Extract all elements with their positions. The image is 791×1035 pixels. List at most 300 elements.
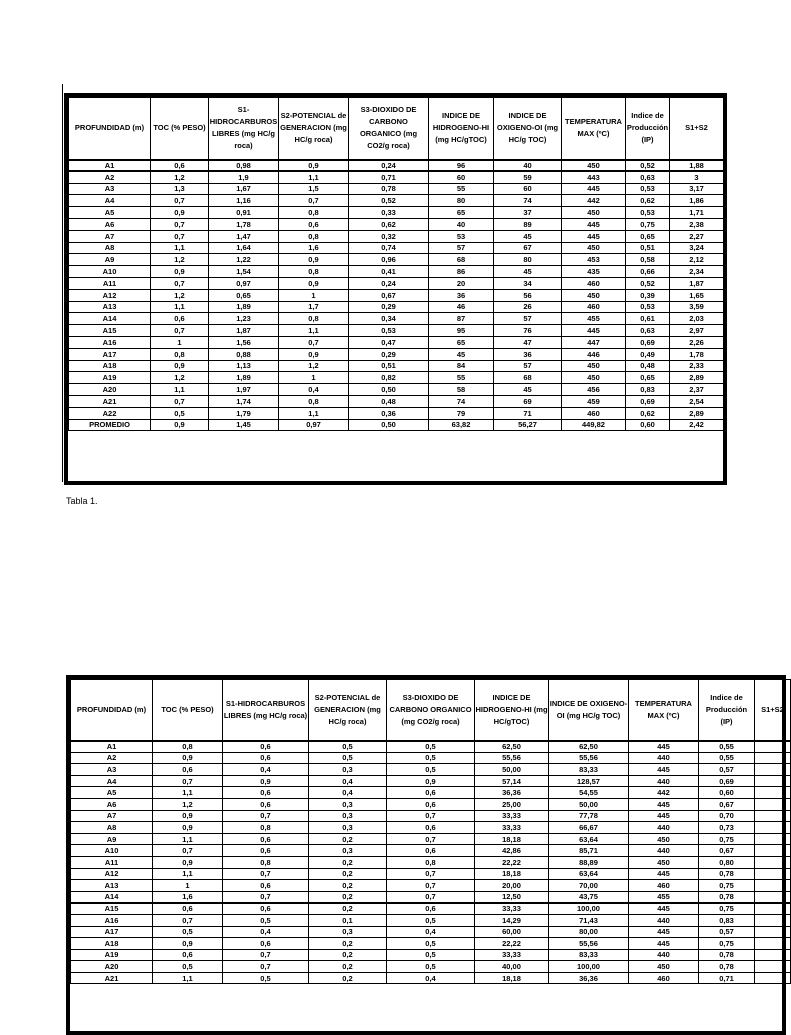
table-cell: 0,60 [626,419,670,431]
column-header: S1+S2 [670,98,724,160]
column-header: S2-POTENCIAL de GENERACION (mg HC/g roca) [309,680,387,741]
table-cell: A17 [69,348,151,360]
table-cell: 2,12 [670,254,724,266]
table-cell: 0,62 [626,407,670,419]
table-cell: 0,33 [349,207,429,219]
column-header: INDICE DE HIDROGENO-HI (mg HC/gTOC) [429,98,494,160]
table-cell: 1,2 [151,372,209,384]
table-cell: 0,29 [349,301,429,313]
table-cell: 33,33 [475,822,549,834]
table-cell: 0,4 [309,775,387,787]
table-cell: 56 [494,289,562,301]
table-cell: 1,88 [670,160,724,172]
table-cell: 36,36 [475,787,549,799]
table-cell: 0,73 [699,822,755,834]
table-cell: A7 [69,230,151,242]
table-cell: 0,82 [349,372,429,384]
table-cell: 47 [494,336,562,348]
table-cell: 440 [629,752,699,764]
table-cell: 18,18 [475,868,549,880]
table-cell: 1,1 [279,407,349,419]
table-cell: 65 [429,336,494,348]
column-header: S1+S2 [755,680,791,741]
table-cell: 0,57 [699,764,755,776]
table-cell: 0,9 [279,160,349,172]
table-cell: 0,6 [223,903,309,915]
table-cell: 59 [494,171,562,183]
table-cell: 0,7 [223,810,309,822]
table-cell: 3 [670,171,724,183]
table-cell: 0,52 [626,277,670,289]
table-cell: 0,6 [223,787,309,799]
table-cell: A8 [69,242,151,254]
table-cell: 0,47 [349,336,429,348]
table-cell: 0,50 [349,384,429,396]
table-2-frame [66,675,786,1035]
table-cell: 0,8 [279,207,349,219]
table-cell: 1,1 [279,171,349,183]
table-cell: A6 [69,218,151,230]
table-cell: 1,86 [670,195,724,207]
table-cell: A15 [71,903,153,915]
table-row [69,171,724,183]
table-row [69,195,724,207]
column-header: S2-POTENCIAL de GENERACION (mg HC/g roca) [279,98,349,160]
table-cell: 0,75 [699,833,755,845]
table-cell: 0,1 [309,914,387,926]
table-cell: 435 [562,266,626,278]
table-cell: 0,55 [699,752,755,764]
table-cell: 450 [562,242,626,254]
table-cell: 1,74 [209,395,279,407]
table-cell: 1,1 [151,384,209,396]
table-cell: 76 [494,325,562,337]
table-cell: 18,18 [475,972,549,984]
table-cell: A12 [69,289,151,301]
table-cell: 450 [629,961,699,973]
table-cell: 0,24 [349,277,429,289]
table-cell: 0,9 [279,277,349,289]
table-cell: 37 [494,207,562,219]
table-cell: 0,7 [151,218,209,230]
table-row [69,336,724,348]
table-cell [755,787,791,799]
table-cell: 0,3 [309,798,387,810]
table-cell: 0,75 [699,938,755,950]
table-cell: 2,27 [670,230,724,242]
table-cell [755,961,791,973]
table-cell: 445 [629,938,699,950]
table-cell: 79 [429,407,494,419]
table-cell: 40 [494,160,562,172]
table-cell: 0,7 [279,336,349,348]
table-cell: 1,3 [151,183,209,195]
table-2 [70,679,791,984]
table-cell: 68 [494,372,562,384]
table-cell: 1 [279,289,349,301]
table-cell: 0,63 [626,325,670,337]
table-cell: 0,65 [626,372,670,384]
table-row [69,207,724,219]
table-cell: 0,4 [387,972,475,984]
table-cell: 22,22 [475,938,549,950]
table-cell: 80 [494,254,562,266]
table-cell: 445 [629,798,699,810]
table-cell: 450 [562,360,626,372]
table-cell: 0,7 [153,914,223,926]
table-cell: 0,62 [626,195,670,207]
table-cell: 2,54 [670,395,724,407]
table-cell: A20 [71,961,153,973]
table-cell: 450 [562,289,626,301]
table-cell: 0,48 [349,395,429,407]
table-cell: 459 [562,395,626,407]
table-cell: 55,56 [549,938,629,950]
table-cell: 440 [629,822,699,834]
table-cell: 57 [494,360,562,372]
table-cell: 70,00 [549,880,629,892]
table-cell: 0,67 [699,798,755,810]
table-cell: 1,56 [209,336,279,348]
table-cell: 46 [429,301,494,313]
table-cell: 1,2 [151,254,209,266]
table-cell: 0,5 [153,961,223,973]
table-row [71,752,791,764]
table-row [69,325,724,337]
table-cell: 0,5 [387,949,475,961]
column-header: PROFUNDIDAD (m) [71,680,153,741]
table-cell: 0,9 [151,266,209,278]
table-cell: 0,4 [223,926,309,938]
table-cell: 71,43 [549,914,629,926]
table-cell: 53 [429,230,494,242]
table-cell: 0,6 [387,822,475,834]
column-header: S3-DIOXIDO DE CARBONO ORGANICO (mg CO2/g roca) [349,98,429,160]
table-cell: 0,65 [626,230,670,242]
table-cell: 57,14 [475,775,549,787]
table-cell: 0,9 [153,856,223,868]
table-cell: 0,36 [349,407,429,419]
table-cell: 55 [429,183,494,195]
table-cell: 460 [629,972,699,984]
table-cell: 460 [562,407,626,419]
table-cell: 0,66 [626,266,670,278]
table-cell: 0,7 [223,949,309,961]
table-cell: A16 [71,914,153,926]
table-cell: 0,2 [309,856,387,868]
table-cell: 0,3 [309,810,387,822]
table-cell: 36,36 [549,972,629,984]
table-cell: 34 [494,277,562,289]
table-cell: 0,3 [309,822,387,834]
table-1 [68,97,724,431]
table-cell: 0,6 [223,752,309,764]
column-header: TEMPERATURA MAX (ºC) [629,680,699,741]
table-cell: 1,23 [209,313,279,325]
table-cell: 74 [494,195,562,207]
table-1-caption: Tabla 1. [66,496,98,506]
table-row [71,798,791,810]
table-cell: 63,82 [429,419,494,431]
table-cell: 20,00 [475,880,549,892]
table-cell: 67 [494,242,562,254]
table-cell: A9 [71,833,153,845]
table-cell: 0,78 [699,949,755,961]
table-cell: 84 [429,360,494,372]
table-1-body [69,160,724,431]
table-cell: 1,7 [279,301,349,313]
table-row [69,407,724,419]
table-row [69,183,724,195]
table-cell: 445 [629,810,699,822]
table-cell: 1,67 [209,183,279,195]
table-cell: 3,59 [670,301,724,313]
table-cell: 0,7 [279,195,349,207]
table-cell: 1,16 [209,195,279,207]
table-cell: 2,38 [670,218,724,230]
table-cell: 2,97 [670,325,724,337]
table-cell: 45 [494,266,562,278]
table-cell: 1,5 [279,183,349,195]
table-cell: 0,9 [153,752,223,764]
table-cell: 0,88 [209,348,279,360]
table-cell: 68 [429,254,494,266]
table-cell: A21 [69,395,151,407]
table-row [71,949,791,961]
table-row [69,395,724,407]
column-header: S1-HIDROCARBUROS LIBRES (mg HC/g roca) [223,680,309,741]
table-cell: 0,97 [209,277,279,289]
table-cell: 445 [629,903,699,915]
table-cell: 0,53 [349,325,429,337]
table-cell: 0,7 [153,775,223,787]
table-cell: 2,03 [670,313,724,325]
table-row [69,230,724,242]
table-cell: 0,69 [699,775,755,787]
table-cell: 445 [562,183,626,195]
table-cell: 0,6 [223,741,309,753]
table-cell: 0,67 [349,289,429,301]
table-row [69,301,724,313]
table-cell: 25,00 [475,798,549,810]
table-cell [755,880,791,892]
table-cell: A14 [71,891,153,903]
table-cell: 0,8 [223,856,309,868]
column-header: Indice de Producción (IP) [626,98,670,160]
table-cell: 456 [562,384,626,396]
table-cell: A3 [69,183,151,195]
table-cell: 0,6 [223,880,309,892]
table-cell: A4 [69,195,151,207]
table-cell: 71 [494,407,562,419]
table-cell: A11 [69,277,151,289]
table-cell: 2,26 [670,336,724,348]
page-margin-rule [62,84,63,482]
table-cell: 450 [562,207,626,219]
table-cell: 0,9 [151,207,209,219]
table-cell: 443 [562,171,626,183]
table-cell: 0,70 [699,810,755,822]
table-cell: 0,63 [626,171,670,183]
table-cell: 83,33 [549,764,629,776]
table-cell: 0,80 [699,856,755,868]
table-row [69,254,724,266]
table-cell: 2,34 [670,266,724,278]
table-cell: 1,2 [153,798,223,810]
table-row [69,384,724,396]
table-cell: 0,48 [626,360,670,372]
table-cell: 0,6 [387,845,475,857]
table-cell: 83,33 [549,949,629,961]
table-cell: 0,5 [387,752,475,764]
table-cell [755,949,791,961]
table-cell: 460 [562,301,626,313]
table-cell: 86 [429,266,494,278]
table-cell: 0,6 [153,949,223,961]
table-row [71,938,791,950]
table-cell: A11 [71,856,153,868]
table-cell: 58 [429,384,494,396]
table-cell: 43,75 [549,891,629,903]
table-cell: 450 [562,160,626,172]
table-cell: 0,6 [151,160,209,172]
table-cell: 0,53 [626,207,670,219]
table-row [69,372,724,384]
table-cell: 2,89 [670,372,724,384]
table-cell: 446 [562,348,626,360]
table-cell: 0,75 [699,880,755,892]
table-cell: 1,2 [279,360,349,372]
table-cell: 0,8 [279,230,349,242]
table-cell: 0,6 [387,903,475,915]
table-cell: 0,62 [349,218,429,230]
table-cell: 0,2 [309,833,387,845]
table-cell: 0,53 [626,183,670,195]
table-cell: 1,97 [209,384,279,396]
table-cell: 56,27 [494,419,562,431]
table-cell: 63,64 [549,833,629,845]
table-cell: 440 [629,949,699,961]
table-cell: 55,56 [549,752,629,764]
table-cell: A14 [69,313,151,325]
table-cell: A5 [69,207,151,219]
column-header: S3-DIOXIDO DE CARBONO ORGANICO (mg CO2/g roca) [387,680,475,741]
table-cell: 0,5 [223,972,309,984]
table-cell: 1 [151,336,209,348]
table-cell: A17 [71,926,153,938]
table-cell: 449,82 [562,419,626,431]
table-cell: 74 [429,395,494,407]
table-cell: 0,69 [626,336,670,348]
table-cell: 1,71 [670,207,724,219]
table-cell: 0,5 [387,741,475,753]
table-cell: 20 [429,277,494,289]
table-cell: 450 [629,856,699,868]
table-cell: 87 [429,313,494,325]
table-cell: 0,49 [626,348,670,360]
table-cell [755,972,791,984]
table-cell: 69 [494,395,562,407]
table-cell: 1,79 [209,407,279,419]
table-cell: 0,3 [309,764,387,776]
table-cell: 1,89 [209,372,279,384]
table-cell: 0,71 [699,972,755,984]
table-cell: 445 [629,926,699,938]
table-cell: 22,22 [475,856,549,868]
table-cell: 460 [629,880,699,892]
table-cell: 0,6 [223,938,309,950]
table-cell: 0,83 [626,384,670,396]
table-cell: 0,3 [309,926,387,938]
table-cell: 0,4 [223,764,309,776]
table-cell: 0,97 [279,419,349,431]
table-cell: 0,7 [223,891,309,903]
table-cell: A7 [71,810,153,822]
table-cell: 447 [562,336,626,348]
table-cell: A6 [71,798,153,810]
table-cell: 442 [562,195,626,207]
table-cell [755,938,791,950]
table-cell: 0,5 [387,961,475,973]
column-header: INDICE DE HIDROGENO-HI (mg HC/gTOC) [475,680,549,741]
table-cell: 0,53 [626,301,670,313]
table-cell: 0,6 [223,845,309,857]
table-cell [755,764,791,776]
table-cell: 0,5 [387,764,475,776]
table-cell: 0,6 [387,798,475,810]
table-cell: 0,24 [349,160,429,172]
table-cell: 0,74 [349,242,429,254]
table-cell: 445 [629,741,699,753]
table-cell: 0,78 [699,891,755,903]
table-cell: 0,2 [309,949,387,961]
table-cell: 0,7 [151,230,209,242]
table-cell: 55 [429,372,494,384]
table-cell: 100,00 [549,903,629,915]
table-cell: 2,89 [670,407,724,419]
table-cell: A10 [71,845,153,857]
table-cell: 0,52 [349,195,429,207]
table-cell: 0,5 [153,926,223,938]
table-cell: 440 [629,845,699,857]
column-header: S1-HIDROCARBUROS LIBRES (mg HC/g roca) [209,98,279,160]
table-cell: A1 [71,741,153,753]
table-cell: 0,2 [309,972,387,984]
table-cell: 60 [494,183,562,195]
table-cell: 0,9 [279,348,349,360]
table-cell: 0,9 [153,822,223,834]
table-cell: 1,65 [670,289,724,301]
table-cell: 0,6 [223,798,309,810]
table-row [71,810,791,822]
table-cell: 1,1 [153,868,223,880]
table-cell: 85,71 [549,845,629,857]
table-cell: 0,7 [387,833,475,845]
table-cell: 1,78 [209,218,279,230]
table-cell: 442 [629,787,699,799]
table-cell: 0,7 [153,845,223,857]
table-1-header-row [69,98,724,160]
table-cell: 1,1 [153,972,223,984]
table-2-header-row [71,680,791,741]
table-cell: 1,1 [279,325,349,337]
table-cell: 100,00 [549,961,629,973]
table-cell: 0,51 [626,242,670,254]
table-cell: 0,50 [349,419,429,431]
table-cell: 455 [562,313,626,325]
table-cell: 0,7 [151,325,209,337]
table-row [69,313,724,325]
